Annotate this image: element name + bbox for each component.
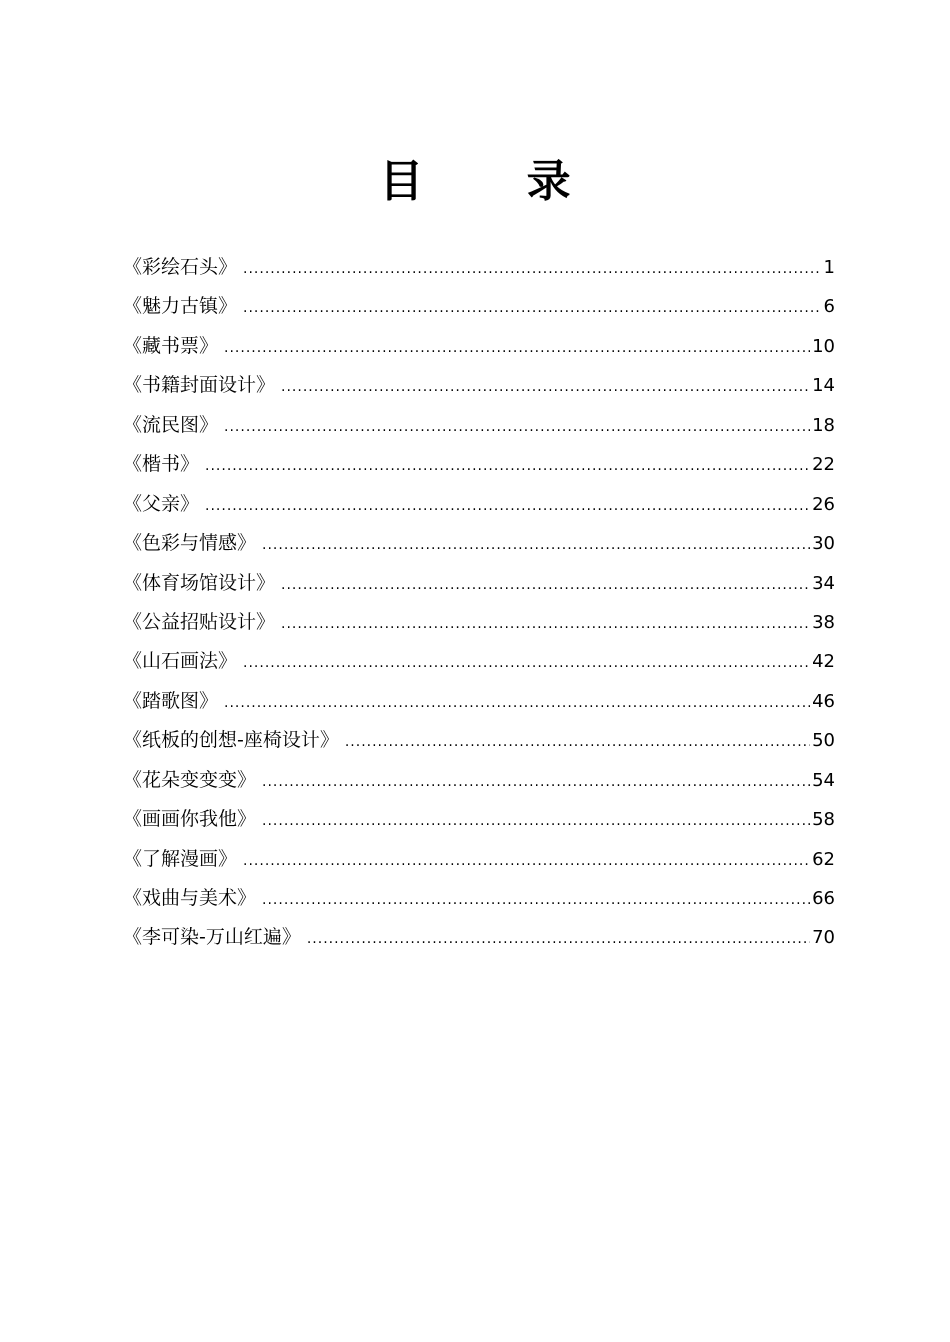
toc-entry-page: 34 [812,572,835,594]
toc-entry-page: 22 [812,454,835,476]
toc-entry [123,883,835,922]
dot-leader [307,924,810,954]
toc-entry-title: 《公益招贴设计》 [123,610,276,633]
toc-entry-page: 70 [812,927,835,949]
toc-entry-page: 62 [812,848,835,870]
toc-entry-title: 《楷书》 [123,453,200,476]
dot-leader [243,254,822,284]
toc-entry-page: 1 [823,257,835,278]
toc-entry [123,252,835,291]
table-of-contents [123,252,835,962]
toc-entry [123,725,835,764]
toc-entry [123,449,835,488]
toc-entry-title: 《父亲》 [123,492,200,515]
toc-entry-title: 《流民图》 [123,413,219,436]
dot-leader [345,727,810,757]
toc-entry [123,410,835,449]
toc-entry-page: 58 [812,809,835,831]
dot-leader [243,293,822,323]
toc-entry-page: 14 [812,375,835,397]
toc-entry-title: 《了解漫画》 [123,847,238,870]
toc-entry [123,804,835,843]
dot-leader [262,767,810,797]
toc-entry-page: 30 [812,533,835,555]
toc-entry-title: 《书籍封面设计》 [123,374,276,397]
toc-entry-title: 《彩绘石头》 [123,256,238,278]
toc-entry-page: 18 [812,414,835,436]
toc-entry-page: 46 [812,690,835,712]
toc-entry-page: 6 [823,296,835,318]
toc-entry [123,528,835,567]
toc-entry-page: 50 [812,730,835,752]
toc-entry-page: 26 [812,493,835,515]
toc-entry [123,765,835,804]
toc-entry-title: 《魅力古镇》 [123,295,238,318]
dot-leader [281,609,810,639]
dot-leader [262,885,810,915]
toc-entry-title: 《戏曲与美术》 [123,887,257,909]
toc-entry [123,844,835,883]
toc-entry [123,607,835,646]
dot-leader [262,806,810,836]
dot-leader [205,491,810,521]
toc-entry-title: 《踏歌图》 [123,689,219,712]
toc-entry-page: 54 [812,769,835,791]
toc-entry-title: 《画画你我他》 [123,808,257,831]
toc-entry-page: 66 [812,888,835,909]
toc-entry [123,489,835,528]
dot-leader [224,333,810,363]
toc-entry-title: 《纸板的创想-座椅设计》 [123,729,339,752]
dot-leader [243,846,810,876]
dot-leader [281,570,810,600]
toc-entry-title: 《山石画法》 [123,650,238,673]
toc-entry [123,922,835,961]
toc-entry-title: 《色彩与情感》 [123,532,257,555]
toc-entry-page: 10 [812,335,835,357]
toc-entry-title: 《李可染-万山红遍》 [123,926,301,949]
toc-entry [123,646,835,685]
toc-entry-title: 《体育场馆设计》 [123,571,276,594]
toc-entry-page: 42 [812,651,835,673]
toc-entry [123,331,835,370]
toc-entry [123,370,835,409]
page-title: 目 录 [379,156,615,207]
toc-entry-title: 《藏书票》 [123,334,219,357]
toc-entry [123,568,835,607]
toc-entry [123,686,835,725]
toc-entry-title: 《花朵变变变》 [123,768,257,791]
dot-leader [281,372,810,402]
dot-leader [205,451,810,481]
dot-leader [224,688,810,718]
toc-entry-page: 38 [812,611,835,633]
dot-leader [262,530,810,560]
dot-leader [243,648,810,678]
toc-entry [123,291,835,330]
dot-leader [224,412,810,442]
